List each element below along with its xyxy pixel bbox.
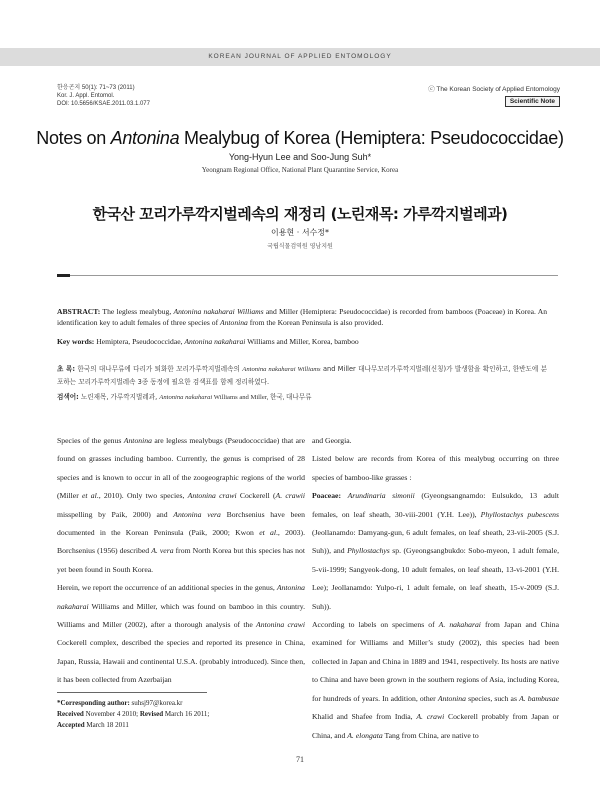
paper-authors: Yong-Hyun Lee and Soo-Jung Suh* xyxy=(228,152,372,162)
citation-line-2: Kor. J. Appl. Entomol. xyxy=(57,93,115,99)
paper-title: Notes on Antonina Mealybug of Korea (Hemiptera: Pseudococcidae) xyxy=(36,128,564,148)
corresponding-author: *Corresponding author: suhsj97@korea.kr xyxy=(57,699,183,707)
korean-abstract: 초 록: 한국의 대나무류에 다리가 퇴화한 꼬리가루깍지벌레속의 Antonina nakaharai Williams and Miller 대나무꼬리가루깍지벌레(신칭)가 발생함을 확인하고, 한반도에 분포하는 꼬리가루깍지벌레속 3종 동정에 필요한 검색표를 함께 정리하였다. xyxy=(57,365,547,386)
keywords: Key words: Hemiptera, Pseudococcidae, Antonina nakaharai Williams and Miller, Korea, bamboo xyxy=(57,337,359,346)
korean-title: 한국산 꼬리가루깍지벌레속의 재정리 (노린재목: 가루깍지벌레과) xyxy=(92,205,508,223)
body-paragraph: Herein, we report the occurrence of an additional species in the genus, Antonina nakaharai Williams and Miller, which was found on bamboo in this country. Williams and Miller (2002), after a thorough analysis of the Antonina crawi Cockerell complex, described the species and reported its presence in China, Japan, Russia, Hawaii and continental U.S.A. (probably introduced). Since then, it has been collected from Azerbaijan xyxy=(57,583,306,685)
section-divider-accent xyxy=(57,274,70,277)
footnotes xyxy=(57,698,305,731)
accepted-date: Accepted March 18 2011 xyxy=(57,721,129,729)
citation-meta xyxy=(57,84,150,108)
journal-name: KOREAN JOURNAL OF APPLIED ENTOMOLOGY xyxy=(208,53,392,60)
author-affiliation: Yeongnam Regional Office, National Plant Quarantine Service, Korea xyxy=(201,166,399,174)
body-paragraph: Listed below are records from Korea of this mealybug occurring on three species of bamboo-like grasses : xyxy=(312,454,559,482)
body-paragraph: Species of the genus Antonina are legless mealybugs (Pseudococcidae) that are found on grasses including bamboo. Currently, the genus is comprised of 28 species and is known to occur in all of the zoogeographic regions of the world (Miller et al., 2010). Only two species, Antonina crawi Cockerell (A. crawii misspelling by Paik, 2000) and Antonina vera Borchsenius have been documented in the Korean Peninsula (Paik, 2000; Kwon et al., 2003). Borchsenius (1956) described A. vera from North Korea but this species has not yet been found in South Korea. xyxy=(57,436,306,574)
citation-line-1: 한응곤지 50(1): 71~73 (2011) xyxy=(57,85,135,91)
body-left-column xyxy=(57,432,305,690)
body-paragraph: According to labels on specimens of A. nakaharai from Japan and China examined for Williams and Miller’s study (2002), this species had been collected in Japan and China in 1889 and 1941, respectively. Its hosts are native to China and have been grown in the southern regions of Asia, including Korea, for hundreds of years. In addition, other Antonina species, such as A. bambusae Khalid and Shafee from India, A. crawi Cockerell probably from Japan or China, and A. elongata Tang from China, are native to xyxy=(312,620,559,740)
page-number: 71 xyxy=(296,755,304,764)
korean-keywords: 검색어: 노린재목, 가루깍지벌레과, Antonina nakaharai Williams and Miller, 한국, 대나무류 xyxy=(57,393,312,401)
citation-doi[interactable]: DOI: 10.5656/KSAE.2011.03.1.077 xyxy=(57,101,150,107)
section-divider xyxy=(70,275,558,276)
records-paragraph: Poaceae: Arundinaria simonii (Gyeongsangnamdo: Eulsukdo, 13 adult females, on leaf sheath, 30-viii-2001 (Y.H. Lee)), Phyllostachys pubescens (Jeollanamdo: Damyang-gun, 6 adult females, on leaf sheath, 23-vii-2005 (S.J. Suh)), and Phyllostachys sp. (Gyeongsangbukdo: Sobo-myeon, 1 adult female, 5-vii-1999; Sangyeok-dong, 10 adult females, on leaf sheath, 13-vi-2001 (Y.H. Lee); Jeollanamdo: Yulpo-ri, 1 adult female, on leaf sheath, 15-v-2009 (S.J. Suh)). xyxy=(312,491,560,611)
korean-authors: 이용현 · 서수정* xyxy=(271,228,329,237)
korean-affiliation: 국립식물검역원 영남지원 xyxy=(267,243,333,250)
article-type-badge: Scientific Note xyxy=(505,96,560,107)
received-dates: Received November 4 2010; Revised March 16 2011; xyxy=(57,710,210,718)
body-right-column xyxy=(312,432,559,745)
body-paragraph: and Georgia. xyxy=(312,436,352,445)
copyright-notice: ⓒ The Korean Society of Applied Entomology xyxy=(428,86,560,93)
footnote-divider xyxy=(57,692,207,693)
journal-header-band xyxy=(0,48,600,66)
author-email[interactable]: suhsj97@korea.kr xyxy=(129,699,183,707)
abstract: ABSTRACT: The legless mealybug, Antonina nakaharai Williams and Miller (Hemiptera: Pseudococcidae) is recorded from bamboos (Poaceae) in Korea. An identification key to adult females of three species of Antonina from the Korean Peninsula is also provided. xyxy=(57,307,547,327)
